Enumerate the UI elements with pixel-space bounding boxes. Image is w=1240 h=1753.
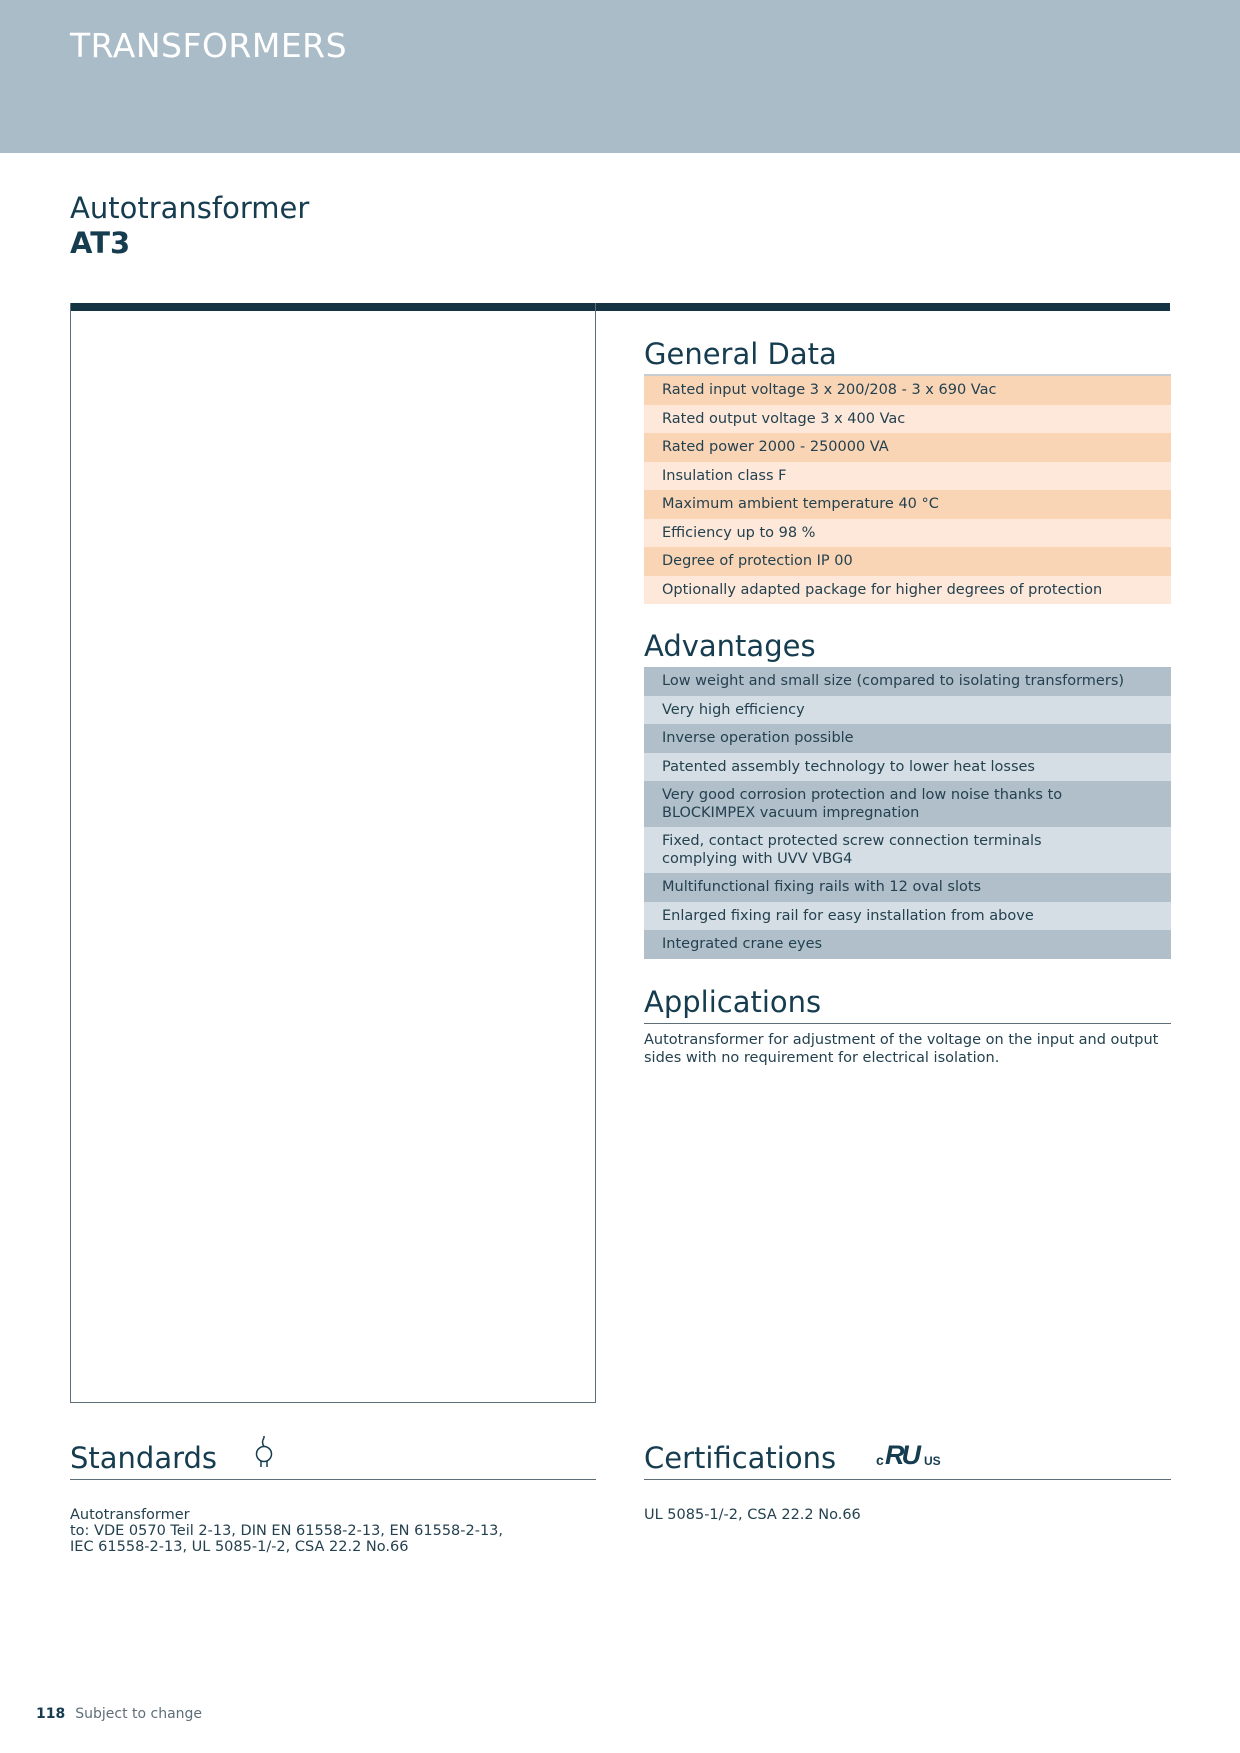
standards-line: to: VDE 0570 Teil 2-13, DIN EN 61558-2-13, EN 61558-2-13, — [70, 1523, 504, 1539]
page-number: 118 — [36, 1706, 66, 1722]
header-band — [0, 0, 1240, 153]
standards-line: IEC 61558-2-13, UL 5085-1/-2, CSA 22.2 No.66 — [70, 1539, 409, 1555]
advantages-row: Low weight and small size (compared to isolating transformers) — [644, 667, 1171, 696]
general-data-row: Maximum ambient temperature 40 °C — [644, 490, 1171, 519]
applications-title: Applications — [644, 985, 822, 1019]
product-image-box — [70, 303, 596, 1403]
general-data-row: Rated output voltage 3 x 400 Vac — [644, 405, 1171, 434]
advantages-row: Fixed, contact protected screw connection terminals complying with UVV VBG4 — [644, 827, 1171, 873]
cul-ul-letters: RU — [885, 1440, 918, 1469]
standards-line: Autotransformer — [70, 1507, 190, 1523]
advantages-table — [644, 667, 1171, 959]
general-data-table — [644, 376, 1171, 604]
advantages-row: Patented assembly technology to lower heat losses — [644, 753, 1171, 782]
header-title: TRANSFORMERS — [70, 26, 348, 65]
general-data-row: Rated input voltage 3 x 200/208 - 3 x 690 Vac — [644, 376, 1171, 405]
standards-rule — [70, 1479, 596, 1480]
standards-text — [70, 1507, 596, 1555]
certifications-text: UL 5085-1/-2, CSA 22.2 No.66 — [644, 1507, 861, 1523]
page-footer — [36, 1706, 202, 1722]
advantages-row: Enlarged fixing rail for easy installation from above — [644, 902, 1171, 931]
certifications-rule — [644, 1479, 1171, 1480]
advantages-row: Integrated crane eyes — [644, 930, 1171, 959]
footer-note: Subject to change — [75, 1706, 203, 1722]
cul-us-letters: US — [924, 1454, 941, 1468]
autotransformer-symbol-icon — [253, 1436, 275, 1474]
applications-text: Autotransformer for adjustment of the voltage on the input and output sides with no requirement for electrical isolation. — [644, 1032, 1159, 1066]
general-data-title: General Data — [644, 337, 837, 371]
advantages-row: Very high efficiency — [644, 696, 1171, 725]
certifications-title: Certifications — [644, 1441, 837, 1475]
cul-c-letter: c — [876, 1452, 884, 1468]
general-data-row: Rated power 2000 - 250000 VA — [644, 433, 1171, 462]
general-data-row: Degree of protection IP 00 — [644, 547, 1171, 576]
advantages-row: Very good corrosion protection and low noise thanks to BLOCKIMPEX vacuum impregnation — [644, 781, 1171, 827]
product-code: AT3 — [70, 226, 131, 260]
general-data-row: Efficiency up to 98 % — [644, 519, 1171, 548]
product-type: Autotransformer — [70, 191, 310, 225]
advantages-row: Multifunctional fixing rails with 12 oval slots — [644, 873, 1171, 902]
standards-title: Standards — [70, 1441, 218, 1475]
cul-us-mark-icon — [876, 1439, 942, 1473]
general-data-row: Optionally adapted package for higher degrees of protection — [644, 576, 1171, 605]
applications-rule — [644, 1023, 1171, 1024]
advantages-row: Inverse operation possible — [644, 724, 1171, 753]
advantages-title: Advantages — [644, 629, 816, 663]
general-data-row: Insulation class F — [644, 462, 1171, 491]
